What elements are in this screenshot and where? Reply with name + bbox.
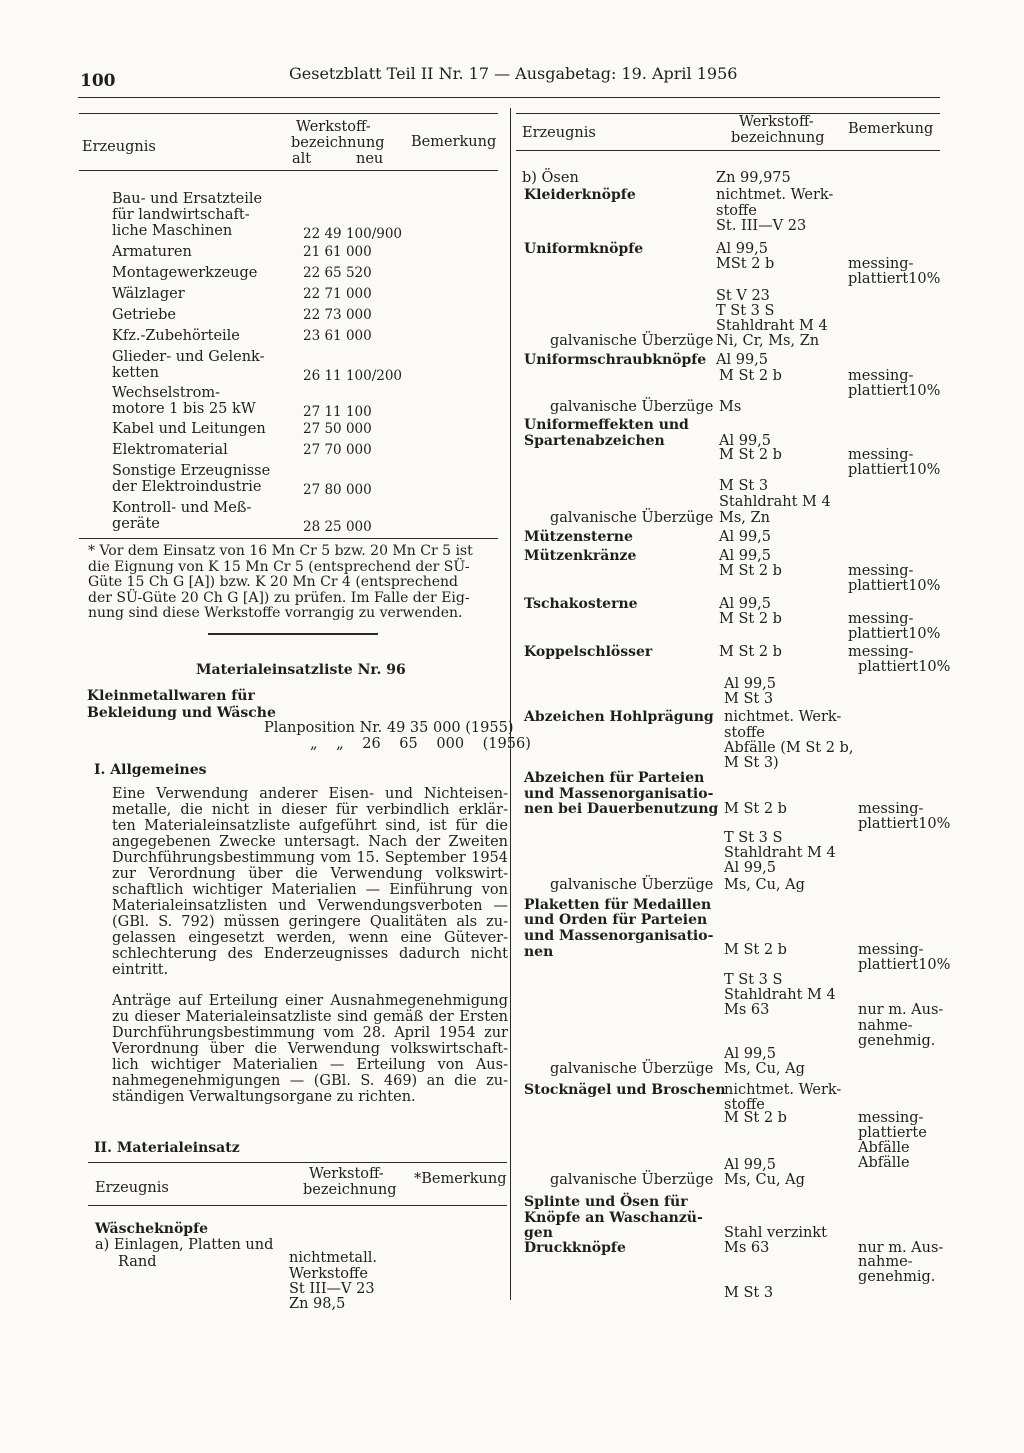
right-product-cell: Uniformschraubknöpfe bbox=[524, 352, 707, 368]
right-material-cell: Ms 63 bbox=[724, 1002, 770, 1018]
paragraph-line: ten Materialeinsatzliste aufgeführt sind, ist für die bbox=[112, 818, 508, 834]
paragraph-line: zur Verordnung über die Verwendung volkswirt- bbox=[112, 866, 508, 882]
right-product-cell: Knöpfe an Waschanzü- bbox=[524, 1210, 703, 1226]
right-material-cell: M St 2 b bbox=[719, 447, 782, 463]
table2-item-label: a) Einlagen, Platten und bbox=[95, 1237, 274, 1253]
right-material-cell: M St 2 b bbox=[719, 611, 782, 627]
right-remark-cell: plattiert10% bbox=[858, 816, 951, 832]
right-material-cell: Stahldraht M 4 bbox=[724, 987, 836, 1003]
right-material-cell: M St 3) bbox=[724, 755, 779, 771]
right-header-remark: Bemerkung bbox=[848, 121, 934, 137]
right-remark-cell: messing- bbox=[858, 942, 924, 958]
right-header-material-2: bezeichnung bbox=[731, 130, 825, 146]
right-remark-cell: Abfälle bbox=[858, 1155, 910, 1171]
right-remark-cell: plattiert10% bbox=[848, 271, 941, 287]
right-material-cell: Stahl verzinkt bbox=[724, 1225, 827, 1241]
right-material-cell: Ms, Zn bbox=[719, 510, 770, 526]
table1-product-cell: Elektromaterial bbox=[112, 442, 228, 458]
table2-top-rule bbox=[88, 1162, 507, 1163]
footnote-line: nung sind diese Werkstoffe vorrangig zu verwenden. bbox=[88, 605, 463, 621]
table1-product-cell: Wechselstrom- bbox=[112, 385, 220, 401]
table1-code-cell: 26 11 100/200 bbox=[303, 368, 403, 384]
paragraph-line: nahmegenehmigungen — (GBl. S. 469) an die zu- bbox=[112, 1073, 508, 1089]
section-heading-general: I. Allgemeines bbox=[94, 762, 207, 778]
right-product-cell: und Orden für Parteien bbox=[524, 912, 708, 928]
table1-header-rule bbox=[79, 170, 498, 171]
right-material-cell: stoffe bbox=[724, 1097, 765, 1113]
right-header-material: Werkstoff- bbox=[739, 114, 814, 130]
right-product-cell: Kleiderknöpfe bbox=[524, 187, 636, 203]
general-paragraph-2 bbox=[112, 993, 508, 1105]
right-header-product: Erzeugnis bbox=[522, 125, 596, 141]
right-product-cell: Uniformeffekten und bbox=[524, 417, 689, 433]
right-remark-cell: plattiert10% bbox=[848, 578, 941, 594]
paragraph-line: ständigen Verwaltungsorgane zu richten. bbox=[112, 1089, 416, 1105]
table1-bottom-rule bbox=[79, 538, 498, 539]
right-material-cell: M St 2 b bbox=[724, 1110, 787, 1126]
right-material-cell: Abfälle (M St 2 b, bbox=[724, 740, 854, 756]
table1-product-cell: Glieder- und Gelenk- bbox=[112, 349, 265, 365]
table2-material: Werkstoffe bbox=[289, 1266, 368, 1282]
footnote-line: die Eignung von K 15 Mn Cr 5 (entsprechend der SÜ- bbox=[88, 558, 470, 575]
right-product-cell: Uniformknöpfe bbox=[524, 241, 644, 257]
right-remark-cell: messing- bbox=[858, 1110, 924, 1126]
right-product-cell: und Massenorganisatio- bbox=[524, 928, 714, 944]
right-product-cell: Plaketten für Medaillen bbox=[524, 897, 712, 913]
right-product-cell: nen bei Dauerbenutzung bbox=[524, 801, 719, 817]
right-material-cell: M St 2 b bbox=[719, 644, 782, 660]
right-material-cell: Al 99,5 bbox=[719, 548, 772, 564]
right-remark-cell: nur m. Aus- bbox=[858, 1240, 944, 1256]
table1-product-cell: Armaturen bbox=[112, 244, 192, 260]
right-material-cell: Stahldraht M 4 bbox=[719, 494, 831, 510]
right-material-cell: M St 3 bbox=[724, 691, 774, 707]
right-product-cell: Spartenabzeichen bbox=[524, 433, 665, 449]
paragraph-line: angegebenen Zwecke untersagt. Nach der Zweiten bbox=[112, 834, 508, 850]
paragraph-line: Verordnung über die Verwendung volkswirtschaft- bbox=[112, 1041, 508, 1057]
right-material-cell: Al 99,5 bbox=[719, 433, 772, 449]
table1-product-cell: ketten bbox=[112, 365, 159, 381]
table1-product-cell: Montagewerkzeuge bbox=[112, 265, 258, 281]
right-material-cell: M St 2 b bbox=[719, 563, 782, 579]
paragraph-line: zu dieser Materialeinsatzliste sind gemäß der Ersten bbox=[112, 1009, 508, 1025]
right-material-cell: Al 99,5 bbox=[719, 596, 772, 612]
right-product-cell: Tschakosterne bbox=[524, 596, 638, 612]
right-material-cell: M St 2 b bbox=[724, 801, 787, 817]
table1-code-cell: 27 80 000 bbox=[303, 482, 372, 498]
right-remark-cell: nahme- bbox=[858, 1254, 913, 1270]
paragraph-line: Durchführungsbestimmung vom 28. April 1954 zur bbox=[112, 1025, 508, 1041]
list-subtitle: Bekleidung und Wäsche bbox=[87, 705, 276, 721]
footnote-divider bbox=[208, 633, 378, 635]
table1-product-cell: Kabel und Leitungen bbox=[112, 421, 266, 437]
right-material-cell: Stahldraht M 4 bbox=[716, 318, 828, 334]
right-remark-cell: plattiert10% bbox=[858, 659, 951, 675]
footnote bbox=[88, 544, 498, 622]
right-material-cell: M St 2 b bbox=[724, 942, 787, 958]
table1-header-new: neu bbox=[356, 151, 384, 167]
footnote-line: der SÜ-Güte 20 Ch G [A]) zu prüfen. Im Falle der Eig- bbox=[88, 589, 470, 606]
right-remark-cell: Abfälle bbox=[858, 1140, 910, 1156]
right-material-cell: Al 99,5 bbox=[724, 860, 777, 876]
table2-header-product: Erzeugnis bbox=[95, 1180, 169, 1196]
right-product-cell: b) Ösen bbox=[522, 170, 579, 186]
right-product-cell: Mützensterne bbox=[524, 529, 633, 545]
right-material-cell: Al 99,5 bbox=[724, 1046, 777, 1062]
right-remark-cell: genehmig. bbox=[858, 1033, 936, 1049]
column-divider bbox=[510, 108, 511, 1300]
right-material-cell: Ms bbox=[719, 399, 742, 415]
table1-product-cell: Sonstige Erzeugnisse bbox=[112, 463, 271, 479]
table1-product-cell: Getriebe bbox=[112, 307, 177, 323]
right-product-cell: Mützenkränze bbox=[524, 548, 637, 564]
right-material-cell: T St 3 S bbox=[724, 972, 783, 988]
right-remark-cell: plattiert10% bbox=[848, 626, 941, 642]
right-material-cell: Ni, Cr, Ms, Zn bbox=[716, 333, 820, 349]
table1-code-cell: 21 61 000 bbox=[303, 244, 372, 260]
right-material-cell: St. III—V 23 bbox=[716, 218, 807, 234]
right-product-cell: Druckknöpfe bbox=[524, 1240, 626, 1256]
right-remark-cell: plattiert10% bbox=[848, 462, 941, 478]
list-subtitle: Kleinmetallwaren für bbox=[87, 688, 255, 704]
right-remark-cell: plattierte bbox=[858, 1125, 927, 1141]
right-plating-label: galvanische Überzüge bbox=[550, 1172, 714, 1188]
right-plating-label: galvanische Überzüge bbox=[550, 877, 714, 893]
right-product-cell: Stocknägel und Broschen bbox=[524, 1082, 726, 1098]
table1-top-rule bbox=[79, 113, 498, 114]
right-product-cell: gen bbox=[524, 1225, 553, 1241]
table1-product-cell: Kfz.-Zubehörteile bbox=[112, 328, 240, 344]
right-table-top-rule bbox=[516, 113, 940, 114]
section-heading-material: II. Materialeinsatz bbox=[94, 1140, 240, 1156]
paragraph-line: eintritt. bbox=[112, 962, 169, 978]
right-material-cell: Zn 99,975 bbox=[716, 170, 791, 186]
paragraph-line: Anträge auf Erteilung einer Ausnahmegenehmigung bbox=[112, 993, 508, 1009]
right-material-cell: nichtmet. Werk- bbox=[724, 1082, 842, 1098]
right-material-cell: Ms 63 bbox=[724, 1240, 770, 1256]
right-remark-cell: messing- bbox=[848, 447, 914, 463]
table2-header-material: Werkstoff- bbox=[309, 1166, 384, 1182]
right-plating-label: galvanische Überzüge bbox=[550, 1061, 714, 1077]
table1-code-cell: 23 61 000 bbox=[303, 328, 372, 344]
table1-code-cell: 22 73 000 bbox=[303, 307, 372, 323]
table2-header-remark: *Bemerkung bbox=[414, 1171, 507, 1187]
table2-item-label: Rand bbox=[118, 1254, 157, 1270]
right-plating-label: galvanische Überzüge bbox=[550, 510, 714, 526]
table1-code-cell: 22 65 520 bbox=[303, 265, 372, 281]
right-material-cell: Al 99,5 bbox=[719, 529, 772, 545]
general-paragraph-1 bbox=[112, 786, 508, 978]
right-product-cell: und Massenorganisatio- bbox=[524, 786, 714, 802]
right-remark-cell: messing- bbox=[858, 801, 924, 817]
paragraph-line: schaftlich wichtiger Materialien — Einführung von bbox=[112, 882, 508, 898]
paragraph-line: metalle, die nicht in dieser für verbindlich erklär- bbox=[112, 802, 508, 818]
table1-code-cell: 27 11 100 bbox=[303, 404, 372, 420]
paragraph-line: lich wichtiger Materialien — Erteilung von Aus- bbox=[112, 1057, 508, 1073]
right-remark-cell: messing- bbox=[848, 368, 914, 384]
plan-position: „ „ 26 65 000 (1956) bbox=[310, 736, 531, 752]
page-header-title: Gesetzblatt Teil II Nr. 17 — Ausgabetag: 19. April 1956 bbox=[289, 64, 738, 83]
paragraph-line: Materialeinsatzlisten und Verwendungsverboten — bbox=[112, 898, 508, 914]
header-rule bbox=[78, 97, 940, 98]
right-material-cell: MSt 2 b bbox=[716, 256, 775, 272]
table1-code-cell: 28 25 000 bbox=[303, 519, 372, 535]
right-product-cell: Splinte und Ösen für bbox=[524, 1194, 688, 1210]
paragraph-line: Eine Verwendung anderer Eisen- und Nichteisen- bbox=[112, 786, 508, 802]
table1-product-cell: Wälzlager bbox=[112, 286, 185, 302]
paragraph-line: gelassen eingesetzt werden, wenn eine Gütever- bbox=[112, 930, 508, 946]
right-remark-cell: genehmig. bbox=[858, 1269, 936, 1285]
right-product-cell: Koppelschlösser bbox=[524, 644, 653, 660]
right-remark-cell: nahme- bbox=[858, 1018, 913, 1034]
right-material-cell: M St 2 b bbox=[719, 368, 782, 384]
right-material-cell: T St 3 S bbox=[724, 830, 783, 846]
right-product-cell: Abzeichen Hohlprägung bbox=[524, 709, 714, 725]
right-material-cell: M St 3 bbox=[719, 478, 769, 494]
page-number: 100 bbox=[80, 71, 116, 91]
right-material-cell: Stahldraht M 4 bbox=[724, 845, 836, 861]
right-material-cell: Al 99,5 bbox=[724, 1157, 777, 1173]
right-remark-cell: messing- bbox=[848, 563, 914, 579]
table2-group-label: Wäscheknöpfe bbox=[95, 1221, 209, 1237]
right-material-cell: Al 99,5 bbox=[716, 241, 769, 257]
table1-header-remark: Bemerkung bbox=[411, 134, 497, 150]
table2-header-material-2: bezeichnung bbox=[303, 1182, 397, 1198]
right-material-cell: stoffe bbox=[716, 203, 757, 219]
right-material-cell: Ms, Cu, Ag bbox=[724, 1172, 805, 1188]
right-remark-cell: messing- bbox=[848, 611, 914, 627]
right-product-cell: nen bbox=[524, 944, 554, 960]
plan-position: Planposition Nr. 49 35 000 (1955) bbox=[264, 720, 514, 736]
table1-product-cell: der Elektroindustrie bbox=[112, 479, 262, 495]
table2-header-rule bbox=[88, 1205, 507, 1206]
table1-header-material-2: bezeichnung bbox=[291, 135, 385, 151]
table1-header-material: Werkstoff- bbox=[296, 119, 371, 135]
table1-product-cell: Bau- und Ersatzteile bbox=[112, 191, 263, 207]
right-remark-cell: nur m. Aus- bbox=[858, 1002, 944, 1018]
table1-header-old: alt bbox=[292, 151, 312, 167]
right-material-cell: M St 3 bbox=[724, 1285, 774, 1301]
table1-code-cell: 27 70 000 bbox=[303, 442, 372, 458]
right-table-header-rule bbox=[516, 150, 940, 151]
table1-product-cell: liche Maschinen bbox=[112, 223, 233, 239]
table1-product-cell: Kontroll- und Meß- bbox=[112, 500, 252, 516]
paragraph-line: schlechterung des Enderzeugnisses dadurch nicht bbox=[112, 946, 508, 962]
table1-product-cell: motore 1 bis 25 kW bbox=[112, 401, 256, 417]
footnote-line: * Vor dem Einsatz von 16 Mn Cr 5 bzw. 20 Mn Cr 5 ist bbox=[88, 543, 473, 559]
right-material-cell: nichtmet. Werk- bbox=[724, 709, 842, 725]
table1-product-cell: geräte bbox=[112, 516, 160, 532]
right-remark-cell: plattiert10% bbox=[858, 957, 951, 973]
table1-code-cell: 22 49 100/900 bbox=[303, 226, 403, 242]
table1-product-cell: für landwirtschaft- bbox=[112, 207, 250, 223]
right-remark-cell: messing- bbox=[848, 256, 914, 272]
table1-code-cell: 22 71 000 bbox=[303, 286, 372, 302]
right-material-cell: Al 99,5 bbox=[716, 352, 769, 368]
right-material-cell: nichtmet. Werk- bbox=[716, 187, 834, 203]
footnote-line: Güte 15 Ch G [A]) bzw. K 20 Mn Cr 4 (entsprechend bbox=[88, 574, 458, 590]
right-remark-cell: plattiert10% bbox=[848, 383, 941, 399]
right-plating-label: galvanische Überzüge bbox=[550, 333, 714, 349]
right-material-cell: stoffe bbox=[724, 725, 765, 741]
paragraph-line: Durchführungsbestimmung vom 15. September 1954 bbox=[112, 850, 508, 866]
right-material-cell: Al 99,5 bbox=[724, 676, 777, 692]
right-material-cell: Ms, Cu, Ag bbox=[724, 1061, 805, 1077]
right-plating-label: galvanische Überzüge bbox=[550, 399, 714, 415]
right-material-cell: Ms, Cu, Ag bbox=[724, 877, 805, 893]
table2-material: nichtmetall. bbox=[289, 1250, 377, 1266]
right-product-cell: Abzeichen für Parteien bbox=[524, 770, 705, 786]
right-material-cell: St V 23 bbox=[716, 288, 770, 304]
right-remark-cell: messing- bbox=[848, 644, 914, 660]
table1-code-cell: 27 50 000 bbox=[303, 421, 372, 437]
paragraph-line: (GBl. S. 792) müssen geringere Qualitäten als zu- bbox=[112, 914, 508, 930]
table2-material: Zn 98,5 bbox=[289, 1296, 346, 1312]
list-title: Materialeinsatzliste Nr. 96 bbox=[196, 662, 406, 678]
table1-header-product: Erzeugnis bbox=[82, 139, 156, 155]
right-material-cell: T St 3 S bbox=[716, 303, 775, 319]
table2-material: St III—V 23 bbox=[289, 1281, 375, 1297]
